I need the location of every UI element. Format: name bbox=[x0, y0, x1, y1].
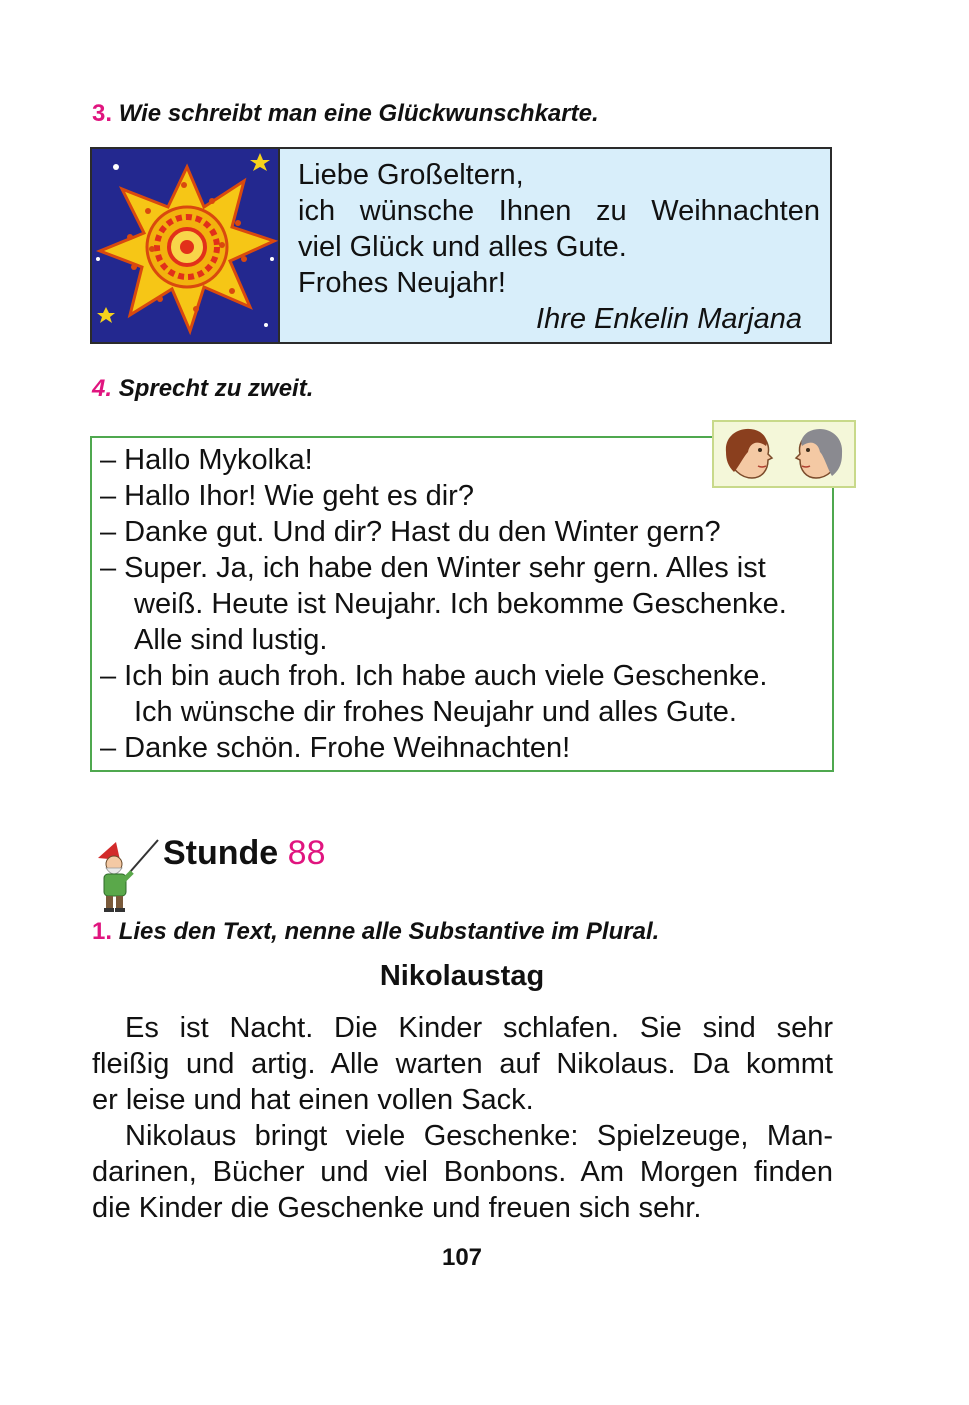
card-line: Frohes Neujahr! bbox=[298, 267, 506, 299]
dialog-line: – Super. Ja, ich habe den Winter sehr gern. Alles ist bbox=[100, 552, 766, 584]
dialog-line: Ich wünsche dir frohes Neujahr und alles Gute. bbox=[134, 696, 737, 728]
dialog-line: Alle sind lustig. bbox=[134, 624, 328, 656]
lesson-word: Stunde bbox=[163, 834, 279, 872]
task-4-instruction bbox=[92, 375, 313, 403]
task-3-instruction bbox=[92, 100, 599, 128]
dialog-line: – Danke gut. Und dir? Hast du den Winter gern? bbox=[100, 516, 721, 548]
story-line: er leise und hat einen vollen Sack. bbox=[92, 1084, 534, 1116]
dialog-line: – Hallo Mykolka! bbox=[100, 444, 313, 476]
task-text: Sprecht zu zweit. bbox=[118, 375, 314, 402]
task-text: Wie schreibt man eine Glückwunschkarte. bbox=[118, 100, 599, 127]
page-number: 107 bbox=[441, 1244, 483, 1271]
dialog-line: – Ich bin auch froh. Ich habe auch viele Geschenke. bbox=[100, 660, 768, 692]
story-line: fleißig und artig. Alle warten auf Nikolaus. Da kommt bbox=[92, 1048, 833, 1080]
star-icon bbox=[92, 149, 278, 342]
story-line: die Kinder die Geschenke und freuen sich sehr. bbox=[92, 1192, 702, 1224]
task-number: 3. bbox=[92, 100, 113, 127]
dialog-line: weiß. Heute ist Neujahr. Ich bekomme Geschenke. bbox=[134, 588, 787, 620]
gnome-teacher-illustration bbox=[92, 836, 162, 914]
task-1-instruction bbox=[92, 918, 659, 946]
card-signature: Ihre Enkelin Marjana bbox=[536, 303, 802, 335]
lesson-number: 88 bbox=[287, 834, 326, 872]
star-illustration bbox=[92, 149, 280, 342]
story-line: Nikolaus bringt viele Geschenke: Spielzeuge, Man- bbox=[125, 1120, 833, 1152]
story-line: darinen, Bücher und viel Bonbons. Am Morgen finden bbox=[92, 1156, 833, 1188]
task-text: Lies den Text, nenne alle Substantive im Plural. bbox=[118, 918, 660, 945]
task-number: 1. bbox=[92, 918, 113, 945]
greeting-card bbox=[90, 147, 832, 344]
card-line: ich wünsche Ihnen zu Weihnachten bbox=[298, 195, 820, 227]
card-line: Liebe Großeltern, bbox=[298, 159, 524, 191]
lesson-heading bbox=[163, 834, 326, 873]
gnome-icon bbox=[92, 836, 162, 914]
story-title: Nikolaustag bbox=[379, 960, 545, 992]
two-faces-illustration bbox=[712, 420, 856, 488]
dialog-line: – Hallo Ihor! Wie geht es dir? bbox=[100, 480, 474, 512]
card-line: viel Glück und alles Gute. bbox=[298, 231, 627, 263]
task-number: 4. bbox=[92, 375, 113, 402]
story-text bbox=[92, 1010, 833, 1226]
story-line: Es ist Nacht. Die Kinder schlafen. Sie sind sehr bbox=[125, 1012, 833, 1044]
dialog-line: – Danke schön. Frohe Weihnachten! bbox=[100, 732, 571, 764]
talking-heads-icon bbox=[714, 422, 854, 486]
card-message bbox=[280, 149, 830, 342]
